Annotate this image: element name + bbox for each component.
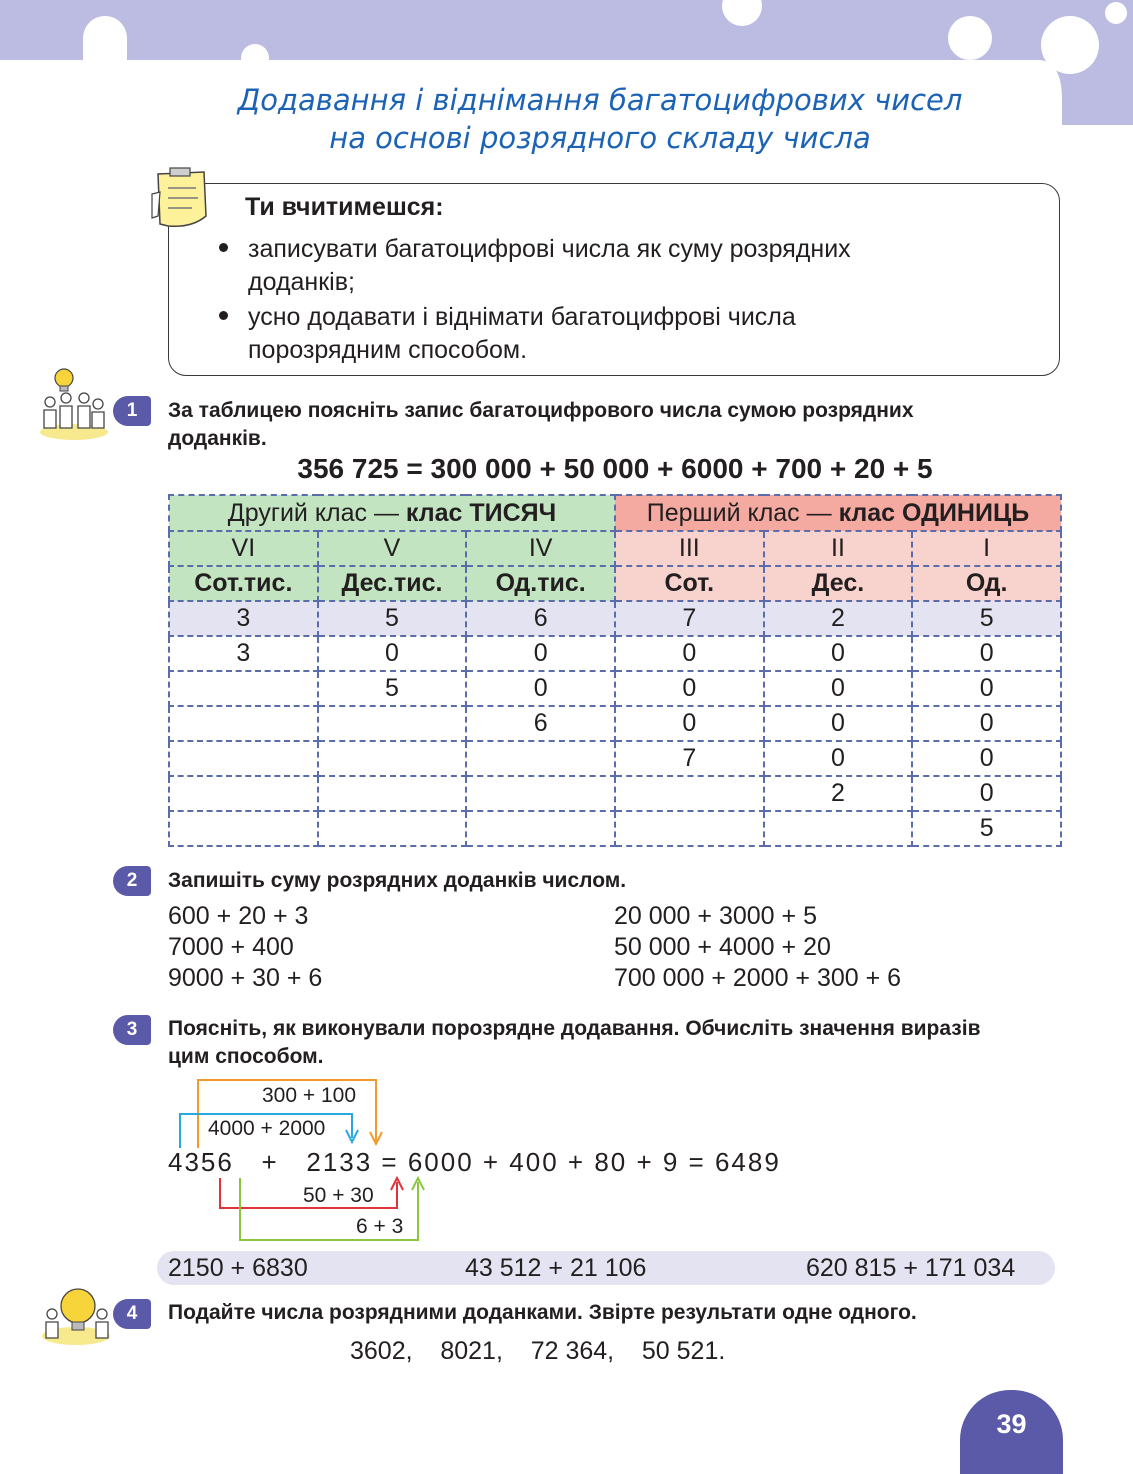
roman-numeral: II: [764, 531, 913, 566]
bullet-icon: [219, 243, 228, 252]
table-row: [169, 706, 1061, 741]
task-4-numbers: 3602, 8021, 72 364, 50 521.: [350, 1337, 726, 1365]
roman-numeral: IV: [466, 531, 615, 566]
table-cell: 0: [615, 706, 764, 741]
task-2-right-expression-2: 50 000 + 4000 + 20: [614, 933, 831, 961]
table-cell: [318, 811, 467, 846]
table-cell: 0: [764, 706, 913, 741]
table-cell: [615, 776, 764, 811]
lightbulb-pair-work-icon: [40, 1284, 112, 1346]
task-2-right-expression-3: 700 000 + 2000 + 300 + 6: [614, 964, 902, 992]
exercise-2: 43 512 + 21 106: [465, 1254, 647, 1282]
table-cell: 0: [912, 741, 1061, 776]
table-cell: [169, 741, 318, 776]
task-2-right-expression-1: 20 000 + 3000 + 5: [614, 902, 817, 930]
class-units-header: [615, 495, 1061, 531]
learning-goal-2-line-1: усно додавати і віднімати багатоцифрові числа: [248, 303, 796, 331]
table-cell: 0: [912, 776, 1061, 811]
table-cell: 2: [764, 776, 913, 811]
page-title-line-2: на основі розрядного складу числа: [329, 121, 871, 155]
roman-numeral: V: [318, 531, 467, 566]
table-row: [169, 776, 1061, 811]
task-2-left-expression-2: 7000 + 400: [168, 933, 294, 961]
table-cell: 0: [764, 636, 913, 671]
table-cell: 2: [764, 601, 913, 636]
learning-goal-1-line-2: доданків;: [248, 268, 355, 296]
table-cell: 0: [912, 636, 1061, 671]
table-cell: 0: [764, 671, 913, 706]
class-thousands-header: [169, 495, 615, 531]
task-2-text: Запишіть суму розрядних доданків числом.: [168, 869, 627, 892]
page-title-line-1: Додавання і віднімання багатоцифрових чисел: [237, 83, 963, 117]
task-3-number-badge: 3: [113, 1015, 151, 1045]
table-cell: [169, 811, 318, 846]
task-2-left-expression-1: 600 + 20 + 3: [168, 902, 309, 930]
table-cell: [318, 706, 467, 741]
table-cell: 5: [912, 601, 1061, 636]
table-cell: [615, 811, 764, 846]
place-value-table: [168, 494, 1062, 847]
bullet-icon: [219, 311, 228, 320]
table-cell: 0: [466, 671, 615, 706]
place-name: Од.тис.: [466, 566, 615, 601]
table-row: [169, 671, 1061, 706]
place-name: Дес.тис.: [318, 566, 467, 601]
task-1-text-line-1: За таблицею поясніть запис багатоцифрового числа сумою розрядних: [168, 399, 914, 422]
table-cell: [318, 776, 467, 811]
task-3-text-line-1: Поясніть, як виконували порозрядне додавання. Обчисліть значення виразів: [168, 1017, 981, 1040]
exercise-3: 620 815 + 171 034: [806, 1254, 1016, 1282]
task-2-left-expression-3: 9000 + 30 + 6: [168, 964, 323, 992]
roman-numeral: III: [615, 531, 764, 566]
place-name: Сот.: [615, 566, 764, 601]
exercise-1: 2150 + 6830: [168, 1254, 308, 1282]
page-number: 39: [960, 1390, 1063, 1474]
table-cell: 0: [466, 636, 615, 671]
table-cell: 5: [318, 671, 467, 706]
task-4-text: Подайте числа розрядними доданками. Звірте результати одне одного.: [168, 1301, 917, 1324]
table-row: [169, 601, 1061, 636]
table-cell: [318, 741, 467, 776]
learning-goal-2-line-2: порозрядним способом.: [248, 336, 528, 364]
hundreds-label: 300 + 100: [262, 1084, 357, 1107]
place-name: Од.: [912, 566, 1061, 601]
learning-goal-1-line-1: записувати багатоцифрові числа як суму розрядних: [248, 235, 851, 263]
table-cell: 0: [764, 741, 913, 776]
group-work-icon: [38, 366, 110, 440]
table-cell: [466, 741, 615, 776]
table-cell: [466, 811, 615, 846]
tens-label: 50 + 30: [303, 1184, 374, 1207]
table-cell: 3: [169, 636, 318, 671]
table-row: [169, 741, 1061, 776]
task-4-number-badge: 4: [113, 1299, 151, 1329]
class-thousands-prefix: Другий клас —: [227, 498, 406, 527]
place-name: Сот.тис.: [169, 566, 318, 601]
table-cell: 0: [615, 636, 764, 671]
task-1-text-line-2: доданків.: [168, 427, 267, 450]
table-cell: 5: [912, 811, 1061, 846]
table-cell: 0: [615, 671, 764, 706]
table-cell: 0: [318, 636, 467, 671]
table-cell: [169, 776, 318, 811]
table-cell: [169, 671, 318, 706]
table-cell: [764, 811, 913, 846]
note-paper-icon: [148, 166, 212, 232]
table-cell: [169, 706, 318, 741]
table-row: [169, 636, 1061, 671]
table-cell: 7: [615, 601, 764, 636]
learning-goals-heading: Ти вчитимешся:: [245, 193, 444, 221]
table-cell: 6: [466, 601, 615, 636]
class-units-bold: клас ОДИНИЦЬ: [838, 498, 1030, 527]
table-cell: 3: [169, 601, 318, 636]
thousands-label: 4000 + 2000: [208, 1117, 326, 1140]
table-cell: 0: [912, 706, 1061, 741]
table-cell: 5: [318, 601, 467, 636]
task-3-text-line-2: цим способом.: [168, 1045, 324, 1068]
place-name: Дес.: [764, 566, 913, 601]
task-2-number-badge: 2: [113, 866, 151, 896]
table-row: [169, 811, 1061, 846]
class-units-prefix: Перший клас —: [646, 498, 839, 527]
addition-example: 4356 + 2133 = 6000 + 400 + 80 + 9 = 6489: [168, 1147, 781, 1177]
table-cell: 7: [615, 741, 764, 776]
ones-label: 6 + 3: [356, 1215, 404, 1238]
table-cell: [466, 776, 615, 811]
task-1-equation: 356 725 = 300 000 + 50 000 + 6000 + 700 + 20 + 5: [297, 453, 933, 484]
table-cell: 0: [912, 671, 1061, 706]
table-cell: 6: [466, 706, 615, 741]
class-thousands-bold: клас ТИСЯЧ: [405, 498, 557, 527]
roman-numeral: I: [912, 531, 1061, 566]
roman-numeral: VI: [169, 531, 318, 566]
task-1-number-badge: 1: [113, 396, 151, 426]
